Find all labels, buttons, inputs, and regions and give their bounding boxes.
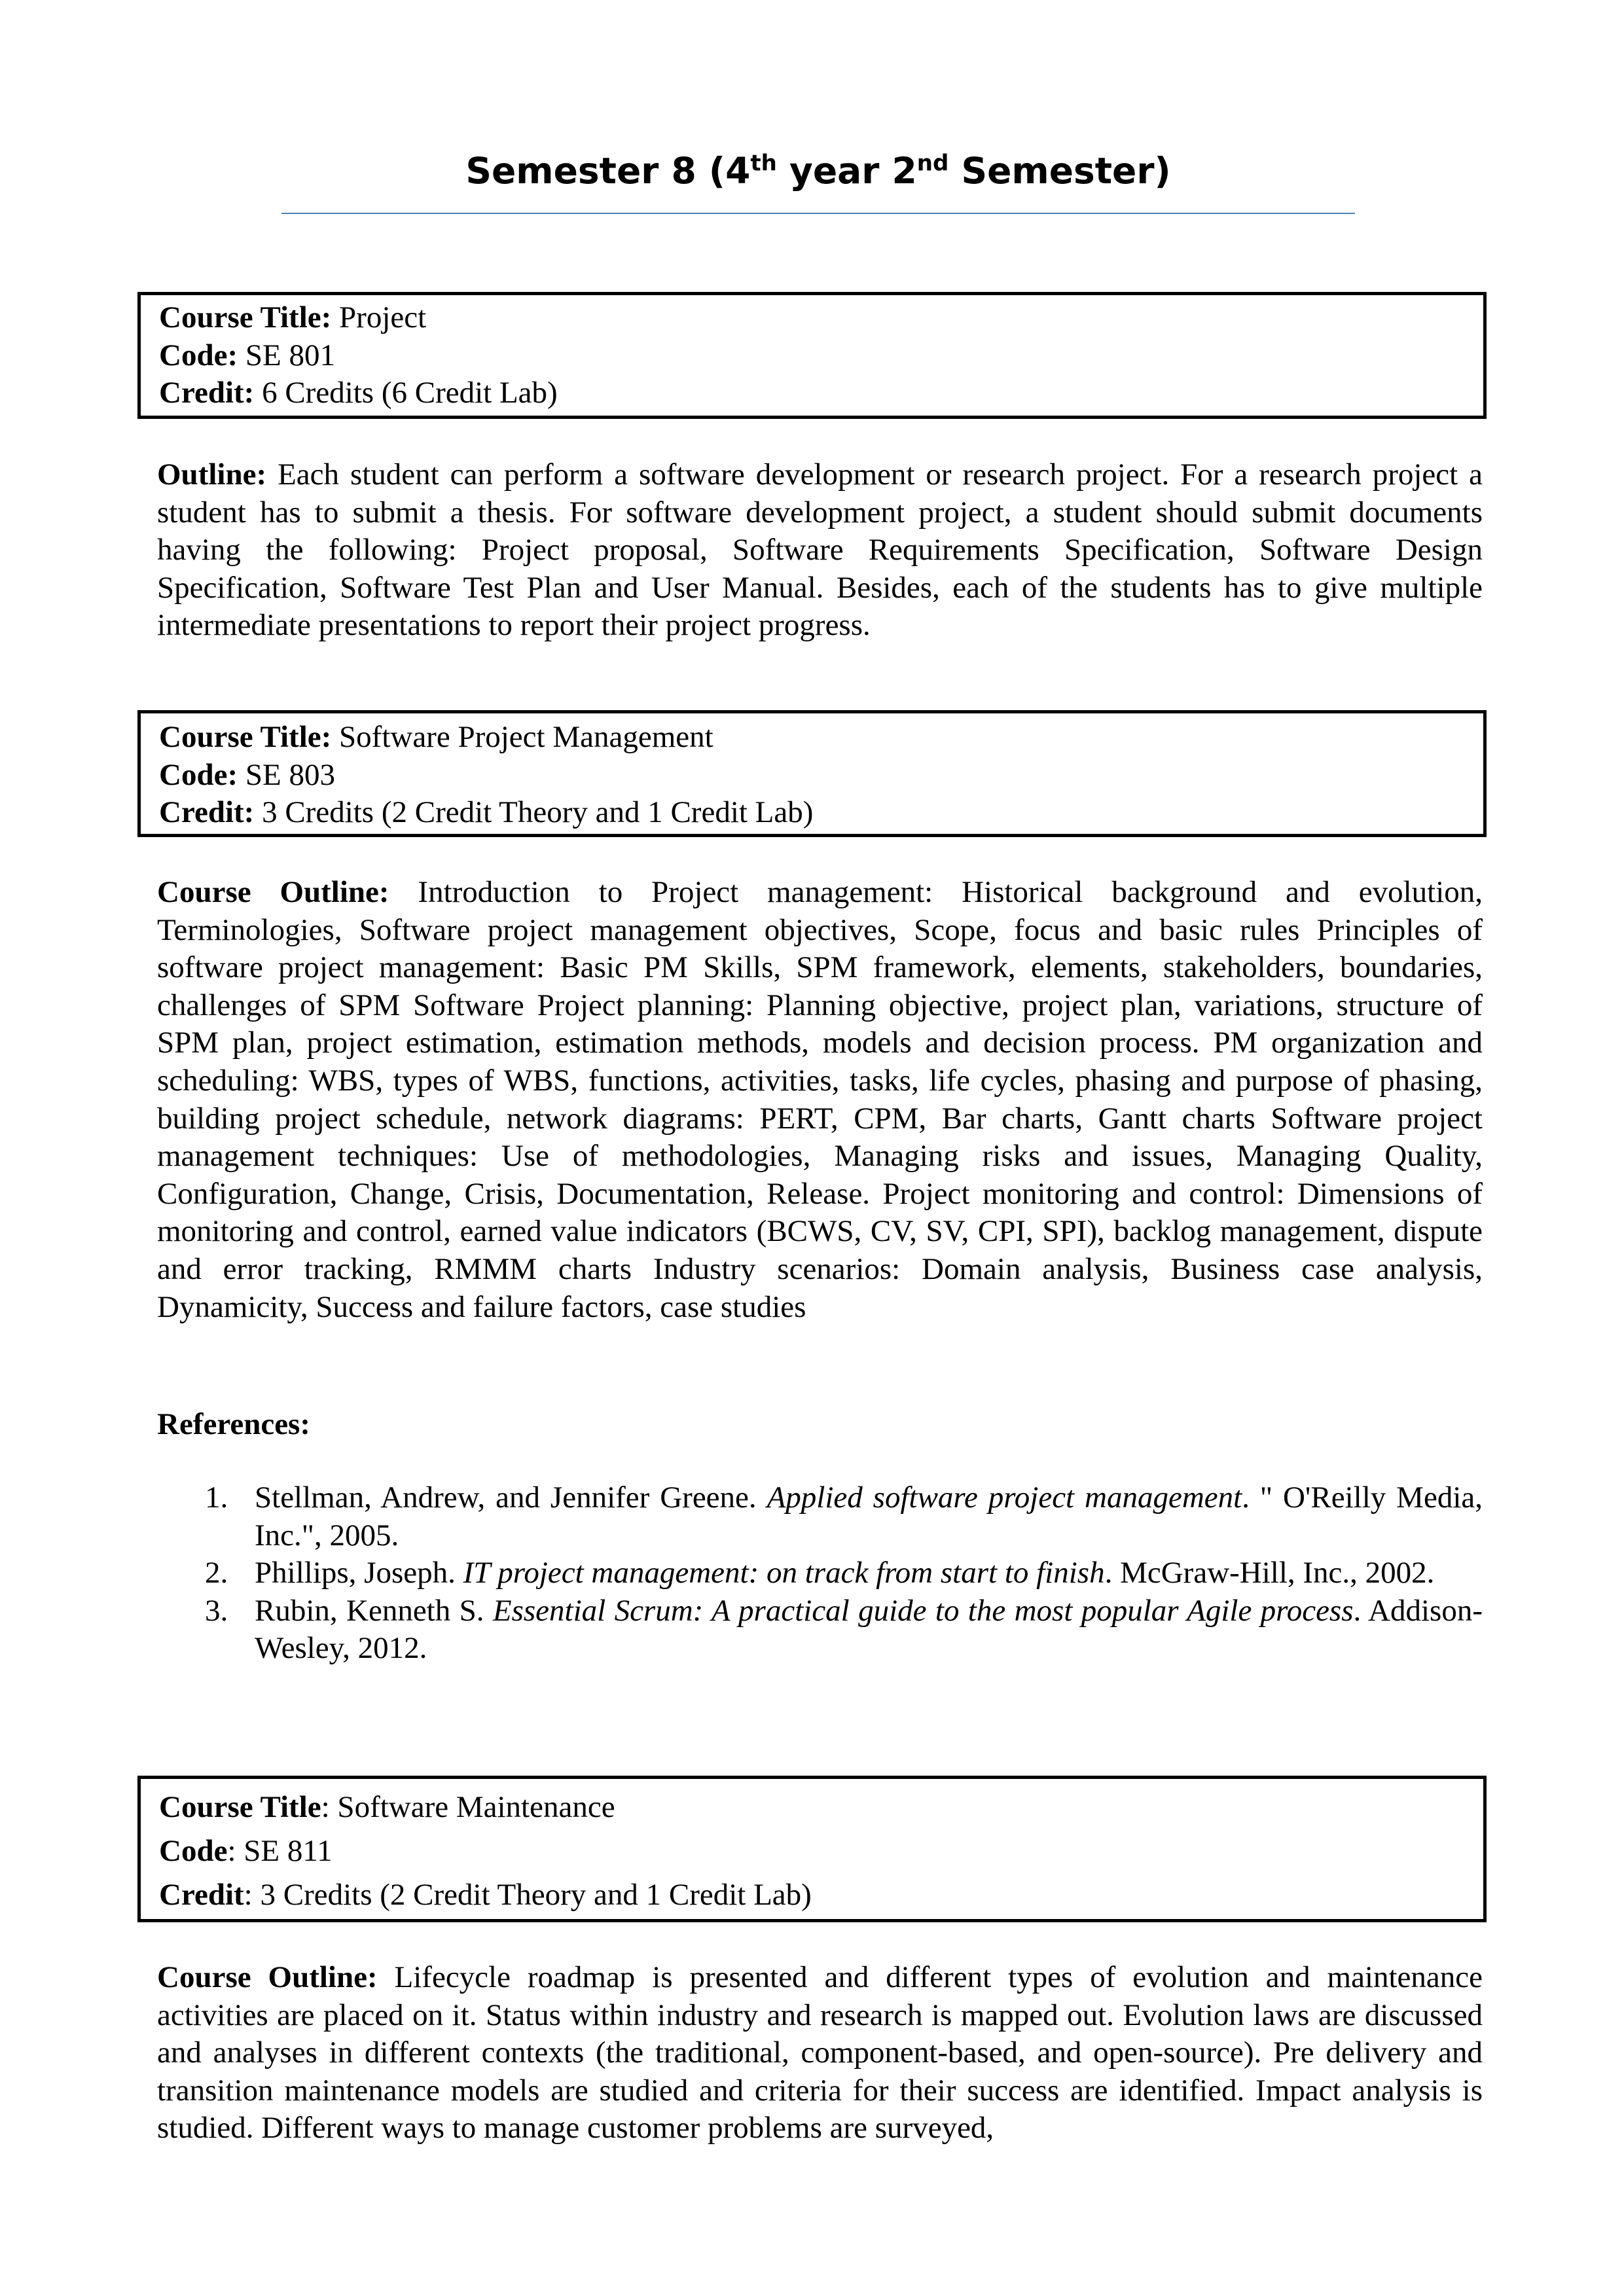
course-title-line: Course Title: Project [159,300,427,334]
course-header-box-se811 [137,1776,1487,1922]
course-outline-se811: Course Outline: Lifecycle roadmap is presented and different types of evolution and maintenance activities are placed on it. Status within industry and research is mapped out. Evolution laws are discussed and analyses in different contexts (the traditional, component-based, and open-source). Pre delivery and transition maintenance models are studied and criteria for their success are identified. Impact analysis is studied. Different ways to manage customer problems are surveyed, [157,1960,1483,2145]
reference-item: 2. Phillips, Joseph. IT project management: on track from start to finish. McGraw-Hill, Inc., 2002. [205,1556,1435,1590]
course-credit-line: Credit: 6 Credits (6 Credit Lab) [159,376,558,410]
reference-item: 1. Stellman, Andrew, and Jennifer Greene. Applied software project management. " O'Reilly Media, Inc.", 2005. [205,1480,1483,1552]
course-credit-line: Credit: 3 Credits (2 Credit Theory and 1 Credit Lab) [159,795,814,829]
course-header-box-se801 [137,292,1487,419]
course-code-line: Code: SE 803 [159,757,335,792]
references-list [157,1479,1483,1668]
course-code-line: Code: SE 811 [159,1834,333,1868]
title-underline [281,213,1355,214]
reference-item: 3. Rubin, Kenneth S. Essential Scrum: A practical guide to the most popular Agile process. Addison-Wesley, 2012. [205,1593,1483,1666]
references-heading: References: [157,1407,310,1441]
course-title-line: Course Title: Software Project Management [159,720,713,754]
course-credit-line: Credit: 3 Credits (2 Credit Theory and 1 Credit Lab) [159,1878,812,1912]
course-outline-se803: Course Outline: Introduction to Project management: Historical background and evolution, Terminologies, Software project management objectives, Scope, focus and basic rules Principles of software project management: Basic PM Skills, SPM framework, elements, stakeholders, boundaries, challenges of SPM Software Project planning: Planning objective, project plan, variations, structure of SPM plan, project estimation, estimation methods, models and decision process. PM organization and scheduling: WBS, types of WBS, functions, activities, tasks, life cycles, phasing and purpose of phasing, building project schedule, network diagrams: PERT, CPM, Bar charts, Gantt charts Software project management techniques: Use of methodologies, Managing risks and issues, Managing Quality, Configuration, Change, Crisis, Documentation, Release. Project monitoring and control: Dimensions of monitoring and control, earned value indicators (BCWS, CV, SV, CPI, SPI), backlog management, dispute and error tracking, RMMM charts Industry scenarios: Domain analysis, Business case analysis, Dynamicity, Success and failure factors, case studies [157,875,1483,1324]
course-code-line: Code: SE 801 [159,338,335,372]
course-outline-se801: Outline: Each student can perform a software development or research project. For a research project a student has to submit a thesis. For software development project, a student should submit documents having the following: Project proposal, Software Requirements Specification, Software Design Specification, Software Test Plan and User Manual. Besides, each of the students has to give multiple intermediate presentations to report their project progress. [157,457,1483,643]
course-header-box-se803 [137,710,1487,837]
page-title: Semester 8 (4th year 2nd Semester) [465,150,1171,192]
course-title-line: Course Title: Software Maintenance [159,1790,615,1824]
